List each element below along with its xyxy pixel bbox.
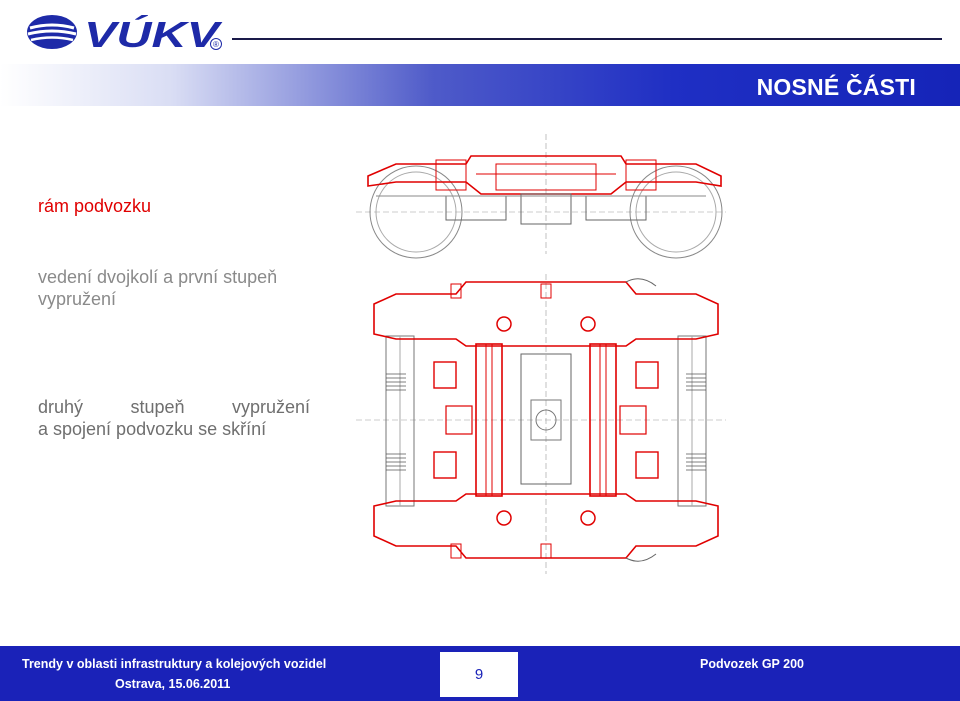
item3-word-2: stupeň (130, 397, 185, 417)
item-wheelset-guidance: vedení dvojkolí a první stupeň vypružení (38, 267, 278, 309)
cross-beam-left (476, 344, 502, 496)
slide-title: NOSNÉ ČÁSTI (756, 74, 916, 100)
bogie-top-view (356, 274, 726, 574)
registered-mark: ® (213, 40, 219, 49)
logo-wordmark: VÚKV (84, 14, 224, 52)
item3-word-1: druhý (38, 397, 84, 417)
header-rule (232, 38, 942, 40)
item-secondary-suspension (38, 396, 310, 440)
vukv-logo (26, 12, 226, 52)
item3-line-2: a spojení podvozku se skříní (38, 419, 267, 439)
item-bogie-frame: rám podvozku (38, 196, 152, 216)
page-number: 9 (474, 666, 484, 683)
item3-word-3: vypružení (231, 397, 310, 417)
footer-event: Trendy v oblasti infrastruktury a kolejových vozidel (22, 657, 327, 671)
bogie-drawing (356, 134, 726, 574)
footer-place-date: Ostrava, 15.06.2011 (115, 677, 231, 691)
bogie-side-view (356, 134, 726, 258)
footer-topic: Podvozek GP 200 (700, 657, 804, 671)
